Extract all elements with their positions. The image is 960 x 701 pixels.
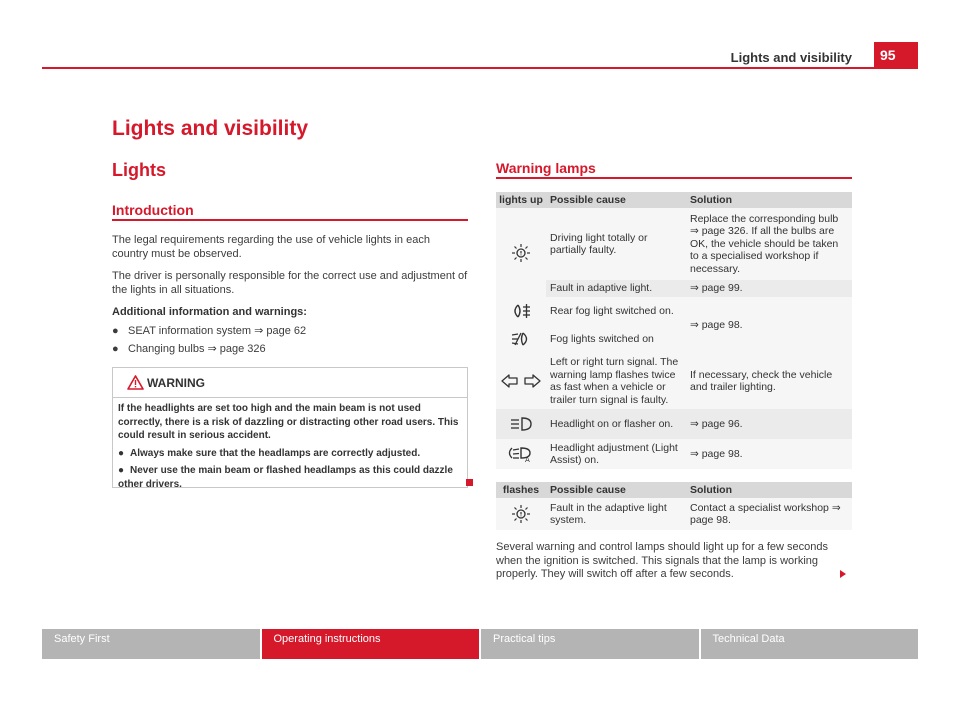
row-cause: Fog lights switched on bbox=[550, 332, 654, 345]
table-row bbox=[496, 297, 852, 325]
chapter-title: Lights and visibility bbox=[112, 117, 309, 140]
headlight-icon bbox=[509, 418, 533, 430]
table-row bbox=[496, 439, 852, 469]
warning-lamps-rule bbox=[496, 177, 852, 179]
warning-bullet-1: ● Always make sure that the headlamps are correctly adjusted. bbox=[118, 447, 421, 459]
col-possible-cause: Possible cause bbox=[546, 192, 686, 208]
col-flashes: flashes bbox=[496, 482, 546, 498]
header-rule bbox=[42, 67, 918, 69]
col-possible-cause: Possible cause bbox=[546, 482, 686, 498]
row-cause: Driving light totally or partially faulty. bbox=[550, 231, 648, 256]
warning-text: If the headlights are set too high and the main beam is not used correctly, there is a risk of dazzling or distracting other road users. This could result in serious accident. bbox=[118, 403, 459, 441]
intro-paragraph-1: The legal requirements regarding the use of vehicle lights in each country must be observed. bbox=[112, 234, 430, 260]
col-solution: Solution bbox=[686, 482, 852, 498]
col-lights-up: lights up bbox=[496, 192, 546, 208]
row-icon-cell bbox=[496, 353, 546, 409]
footer-nav bbox=[42, 629, 918, 659]
row-solution: If necessary, check the vehicle and trailer lighting. bbox=[690, 368, 833, 393]
introduction-rule bbox=[112, 219, 468, 221]
table-row bbox=[496, 498, 852, 530]
row-icon-cell bbox=[496, 208, 546, 297]
warning-lamps-heading: Warning lamps bbox=[496, 160, 596, 176]
row-cause: Left or right turn signal. The warning lamp flashes twice as fast when a vehicle or trailer turn signal is faulty. bbox=[550, 356, 679, 406]
tab-operating-instructions[interactable]: Operating instructions bbox=[262, 629, 480, 659]
intro-bullet-2-text[interactable]: Changing bulbs ⇒ page 326 bbox=[128, 343, 266, 355]
introduction-heading: Introduction bbox=[112, 202, 194, 218]
row-icon-cell bbox=[496, 409, 546, 439]
warning-header bbox=[113, 368, 467, 398]
row-cause: Fault in the adaptive light system. bbox=[550, 501, 667, 526]
warning-triangle-icon bbox=[127, 374, 144, 392]
row-icon-cell bbox=[496, 439, 546, 469]
flashes-table bbox=[496, 482, 852, 530]
intro-bullet-1-text[interactable]: SEAT information system ⇒ page 62 bbox=[128, 325, 307, 337]
bulb-fault-icon bbox=[510, 246, 532, 258]
row-icon-cell bbox=[496, 325, 546, 353]
row-cause: Rear fog light switched on. bbox=[550, 304, 674, 317]
warning-box bbox=[112, 367, 468, 488]
table-header-row bbox=[496, 482, 852, 498]
warning-bullet-2: ● Never use the main beam or flashed headlamps as this could dazzle other drivers. bbox=[118, 465, 453, 490]
row-cause: Fault in adaptive light. bbox=[550, 282, 653, 295]
row-solution: ⇒ page 98. bbox=[690, 318, 743, 331]
light-assist-icon bbox=[508, 448, 534, 463]
warning-bullet-2-text: Never use the main beam or flashed headlamps as this could dazzle other drivers. bbox=[118, 465, 453, 490]
row-icon-cell bbox=[496, 498, 546, 530]
row-solution: Replace the corresponding bulb ⇒ page 326. If all the bulbs are OK, the vehicle should be taken to a specialised workshop if necessary. bbox=[690, 212, 839, 275]
col-solution: Solution bbox=[686, 192, 852, 208]
turn-signal-icon bbox=[500, 375, 542, 387]
row-cause: Headlight on or flasher on. bbox=[550, 417, 674, 430]
warning-lamps-footnote: Several warning and control lamps should light up for a few seconds when the ignition is switched. This signals that the lamp is working properly. They will switch off after a few seconds. bbox=[496, 541, 829, 580]
page-number: 95 bbox=[874, 42, 918, 67]
tab-practical-tips[interactable]: Practical tips bbox=[481, 629, 699, 659]
row-solution: ⇒ page 99. bbox=[690, 282, 743, 295]
row-icon-cell bbox=[496, 297, 546, 325]
row-solution: ⇒ page 98. bbox=[690, 447, 743, 460]
row-solution: Contact a specialist workshop ⇒ page 98. bbox=[690, 501, 841, 526]
warning-body bbox=[113, 398, 467, 491]
running-header-title: Lights and visibility bbox=[730, 50, 852, 65]
tab-safety-first[interactable]: Safety First bbox=[42, 629, 260, 659]
row-cause: Headlight adjustment (Light Assist) on. bbox=[550, 441, 678, 466]
rear-fog-light-icon bbox=[510, 305, 532, 317]
intro-bullet-2: ● Changing bulbs ⇒ page 326 bbox=[112, 343, 266, 355]
continue-arrow-icon bbox=[838, 565, 848, 583]
intro-bullet-1: ● SEAT information system ⇒ page 62 bbox=[112, 325, 307, 337]
warning-label: WARNING bbox=[147, 376, 205, 390]
table-header-row bbox=[496, 192, 852, 208]
row-solution: ⇒ page 96. bbox=[690, 417, 743, 430]
table-row bbox=[496, 353, 852, 409]
fog-light-icon bbox=[510, 333, 532, 345]
table-row bbox=[496, 208, 852, 280]
section-title: Lights bbox=[112, 160, 166, 180]
table-row bbox=[496, 409, 852, 439]
intro-paragraph-2: The driver is personally responsible for the correct use and adjustment of the lights in all situations. bbox=[112, 270, 468, 296]
section-end-marker bbox=[466, 479, 473, 486]
additional-info-label: Additional information and warnings: bbox=[112, 306, 307, 318]
lights-up-table bbox=[496, 192, 852, 469]
table-row bbox=[496, 280, 852, 297]
tab-technical-data[interactable]: Technical Data bbox=[701, 629, 919, 659]
bulb-fault-icon bbox=[510, 508, 532, 520]
svg-text:A: A bbox=[525, 456, 530, 463]
warning-bullet-1-text: Always make sure that the headlamps are correctly adjusted. bbox=[130, 447, 421, 459]
